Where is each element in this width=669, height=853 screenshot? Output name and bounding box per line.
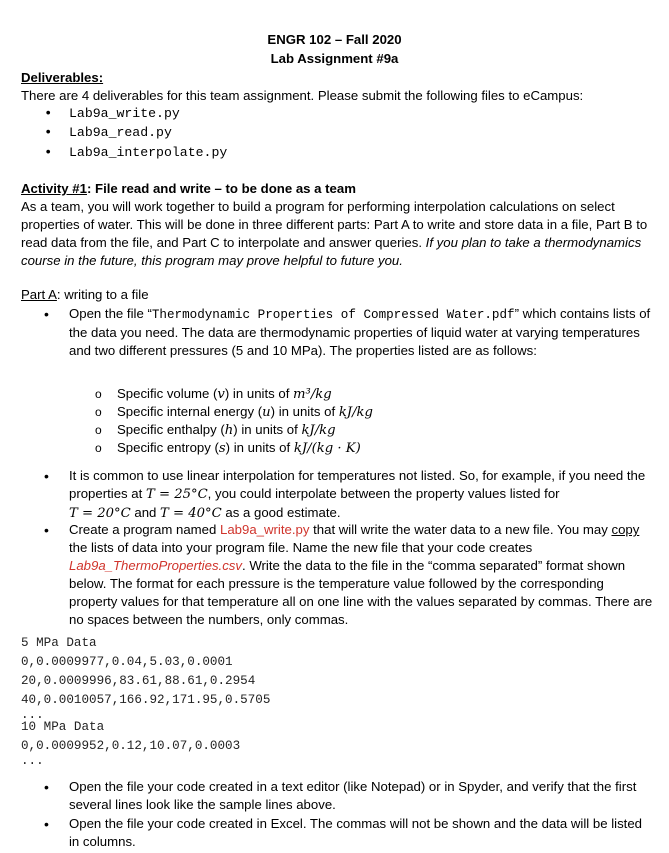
- property-item: o Specific entropy (s) in units of kJ/(kg · K): [95, 440, 361, 456]
- property-item: o Specific internal energy (u) in units of kJ/kg: [95, 404, 373, 420]
- deliverable-file: • Lab9a_read.py: [44, 125, 172, 141]
- code-line: 0,0.0009977,0.04,5.03,0.0001: [21, 655, 233, 669]
- final-bullet: • Open the file your code created in a text editor (like Notepad) or in Spyder, and verify that the first several lines look like the sample lines above.: [44, 779, 637, 812]
- part-a-bullet-interpolation: • It is common to use linear interpolation for temperatures not listed. So, for example, if you need the properties at T = 25°C, you could interpolate between the property values listed for T = 20°C and T = 40°C as a good estimate.: [44, 468, 646, 521]
- property-item: o Specific enthalpy (h) in units of kJ/kg: [95, 422, 336, 438]
- part-a-bullet-create-program: • Create a program named Lab9a_write.py that will write the water data to a new file. You may copy the lists of data into your program file. Name the new file that your code creates Lab9a_ThermoProperties.csv. Write the data to the file in the “comma separated” format shown below. The format for each pressure is the temperature value followed by the corresponding property values for that temperature all on one line with the values separated by commas. There are no spaces between the numbers, only commas.: [44, 522, 653, 627]
- activity-body: As a team, you will work together to build a program for performing interpolation calculations on select properties of water. This will be done in three different parts: Part A to write and store data in a file, Part B to read data from the file, and Part C to interpolate and answer queries. If you plan to take a thermodynamics course in the future, this program may prove helpful to future you.: [21, 199, 648, 268]
- code-line: 20,0.0009996,83.61,88.61,0.2954: [21, 674, 256, 688]
- activity-heading: Activity #1: File read and write – to be done as a team: [21, 181, 356, 196]
- deliverable-file: • Lab9a_write.py: [44, 106, 180, 122]
- code-line: ...: [21, 754, 44, 768]
- code-line: 5 MPa Data: [21, 636, 97, 650]
- deliverables-heading: Deliverables:: [21, 70, 104, 85]
- code-line: ...: [21, 708, 44, 722]
- property-item: o Specific volume (v) in units of m³/kg: [95, 386, 332, 402]
- course-title: ENGR 102 – Fall 2020: [267, 32, 402, 47]
- code-line: 0,0.0009952,0.12,10.07,0.0003: [21, 739, 241, 753]
- code-line: 40,0.0010057,166.92,171.95,0.5705: [21, 693, 271, 707]
- deliverables-intro: There are 4 deliverables for this team assignment. Please submit the following files to eCampus:: [21, 88, 584, 103]
- code-line: 10 MPa Data: [21, 720, 105, 734]
- part-a-heading: Part A: writing to a file: [21, 287, 149, 302]
- assignment-title: Lab Assignment #9a: [270, 51, 399, 66]
- deliverable-file: • Lab9a_interpolate.py: [44, 145, 228, 161]
- part-a-bullet-open-file: • Open the file “Thermodynamic Properties of Compressed Water.pdf” which contains lists of the data you need. The data are thermodynamic properties of liquid water at varying temperatures and two different pressures (5 and 10 MPa). The properties listed are as follows:: [44, 306, 651, 358]
- final-bullet: • Open the file your code created in Excel. The commas will not be shown and the data will be listed in columns.: [44, 816, 642, 849]
